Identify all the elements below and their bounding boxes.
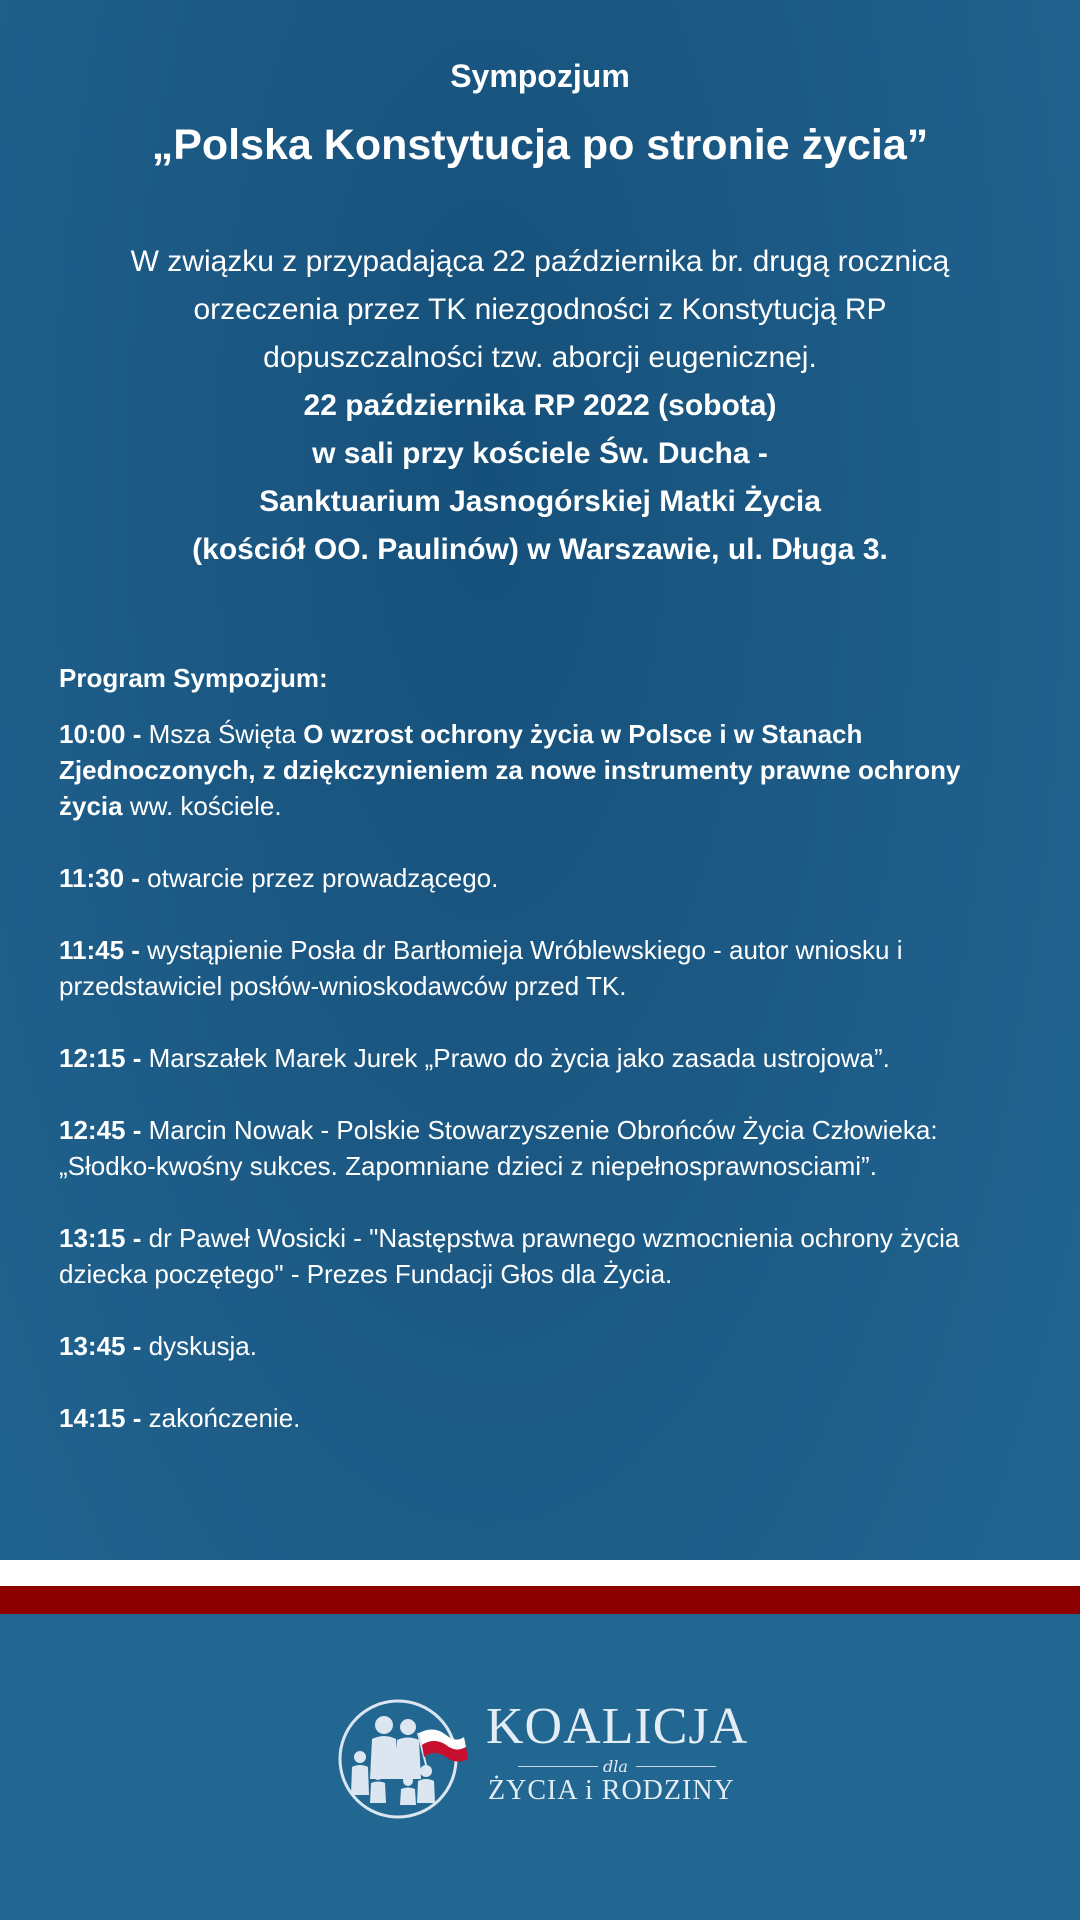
coalition-logo <box>338 1695 758 1820</box>
program-item <box>59 1040 1019 1076</box>
program-item-time: 10:00 - <box>59 719 142 749</box>
program-item-time: 13:45 - <box>59 1331 142 1361</box>
program-item-text: dr Paweł Wosicki - "Następstwa prawnego wzmocnienia ochrony życia dziecka poczętego" - Prezes Fundacji Głos dla Życia. <box>59 1223 960 1289</box>
program <box>59 660 1019 1472</box>
intro-line: W związku z przypadająca 22 października br. drugą rocznicą <box>130 245 950 278</box>
program-item <box>59 1328 1019 1364</box>
program-item-text: dyskusja. <box>141 1331 257 1361</box>
event-date: 22 października RP 2022 (sobota) <box>303 389 777 422</box>
intro-line: orzeczenia przez TK niezgodności z Konstytucją RP <box>193 293 887 326</box>
program-item-time: 11:30 - <box>59 863 140 893</box>
event-venue: w sali przy kościele Św. Ducha - <box>312 437 768 470</box>
program-item-time: 12:15 - <box>59 1043 142 1073</box>
logo-divider <box>636 1766 716 1767</box>
program-item-text: Marcin Nowak - Polskie Stowarzyszenie Obrońców Życia Człowieka: „Słodko-kwośny sukces. Zapomniane dzieci z niepełnosprawnosciami”. <box>59 1115 938 1181</box>
family-with-flag-icon <box>338 1695 468 1820</box>
event-title: „Polska Konstytucja po stronie życia” <box>151 121 929 169</box>
program-item-text: zakończenie. <box>141 1403 301 1433</box>
logo-text-koalicja: KOALICJA <box>486 1698 749 1755</box>
program-heading: Program Sympozjum: <box>59 663 328 693</box>
program-item-text: wystąpienie Posła dr Bartłomieja Wróblewskiego - autor wniosku i przedstawiciel posłów-wnioskodawców przed TK. <box>59 935 903 1001</box>
header <box>0 58 1080 170</box>
flag-band-white <box>0 1560 1080 1586</box>
intro-line: dopuszczalności tzw. aborcji eugenicznej. <box>263 341 817 374</box>
logo-text-dla: dla <box>603 1757 628 1776</box>
program-item <box>59 932 1019 1004</box>
program-item-time: 11:45 - <box>59 935 140 965</box>
program-item <box>59 1400 1019 1436</box>
program-item <box>59 1112 1019 1184</box>
program-item-text: Msza Święta <box>141 719 304 749</box>
program-item <box>59 860 1019 896</box>
event-address: (kościół OO. Paulinów) w Warszawie, ul. Długa 3. <box>192 533 888 566</box>
program-item-highlight: O wzrost ochrony życia w Polsce i w Stanach Zjednoczonych, z dziękczynieniem za nowe instrumenty prawne ochrony życia <box>59 719 961 821</box>
logo-text-zycia-i-rodziny: ŻYCIA i RODZINY <box>488 1775 735 1806</box>
program-item <box>59 1220 1019 1292</box>
program-item <box>59 716 1019 824</box>
event-sanctuary: Sanktuarium Jasnogórskiej Matki Życia <box>259 485 821 518</box>
program-item-time: 12:45 - <box>59 1115 142 1145</box>
program-item-text: otwarcie przez prowadzącego. <box>139 863 499 893</box>
logo-divider <box>518 1766 598 1767</box>
flag-band-red <box>0 1586 1080 1614</box>
event-kicker: Sympozjum <box>450 58 630 94</box>
intro-block <box>40 238 1040 574</box>
program-item-text: ww. kościele. <box>122 791 282 821</box>
program-item-time: 14:15 - <box>59 1403 142 1433</box>
program-item-time: 13:15 - <box>59 1223 142 1253</box>
program-item-text: Marszałek Marek Jurek „Prawo do życia jako zasada ustrojowa”. <box>141 1043 890 1073</box>
